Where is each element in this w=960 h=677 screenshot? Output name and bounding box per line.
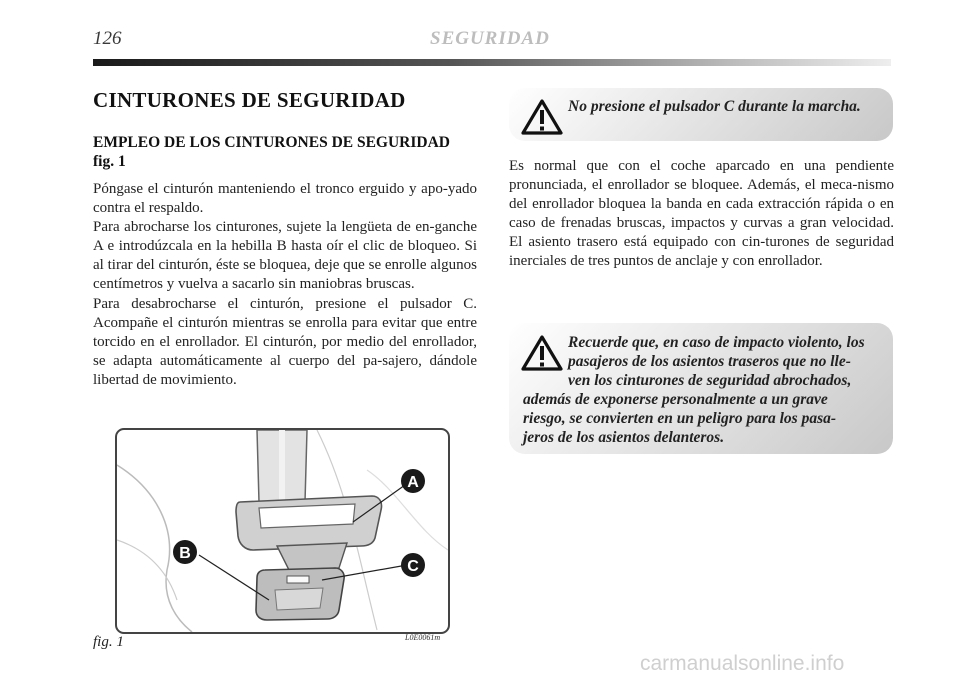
figure-code: L0E0061m (405, 633, 441, 642)
callout-label-a: A (407, 474, 419, 491)
warning-line: pasajeros de los asientos traseros que no lle- (568, 353, 851, 370)
subsection-title (93, 133, 483, 171)
warning-box-rear-passengers (509, 323, 893, 454)
subsection-fig-ref: fig. 1 (93, 153, 126, 170)
warning-line: riesgo, se convierten en un peligro para los pasa- (523, 410, 837, 427)
left-column-text (93, 180, 477, 390)
watermark-text: carmanualsonline.info (640, 652, 845, 675)
warning-line: además de exponerse personalmente a un grave (523, 391, 828, 408)
warning-text: No presione el pulsador C durante la marcha. (568, 98, 861, 115)
paragraph: Póngase el cinturón manteniendo el tronco erguido y apo-yado contra el respaldo. (93, 181, 477, 217)
paragraph: Para desabrocharse el cinturón, presione el pulsador C. Acompañe el cinturón mientras se enrolla para evitar que entre torcido en el enrollador. El cinturón, por medio del enrollador, se adapta automáticamente al cuerpo del pa-sajero, dándole libertad de movimiento. (93, 295, 477, 388)
subsection-title-line: EMPLEO DE LOS CINTURONES DE SEGURIDAD (93, 134, 450, 151)
warning-line: Recuerde que, en caso de impacto violento, los (568, 334, 865, 351)
warning-triangle-icon (521, 99, 563, 135)
seatbelt-drawing (117, 430, 448, 632)
right-column-text (509, 157, 894, 272)
warning-box-pulsador (509, 88, 893, 141)
callout-label-c: C (407, 558, 419, 575)
page-title: CINTURONES DE SEGURIDAD (93, 88, 406, 112)
warning-line: ven los cinturones de seguridad abrochados, (568, 372, 852, 389)
header-rule (93, 59, 891, 66)
seatbelt-illustration (115, 428, 450, 634)
section-title: SEGURIDAD (430, 28, 550, 49)
warning-line: jeros de los asientos delanteros. (523, 429, 725, 446)
warning-text (523, 333, 887, 447)
callout-label-b: B (179, 545, 191, 562)
paragraph: Es normal que con el coche aparcado en una pendiente pronunciada, el enrollador se bloquee. Además, el meca-nismo del enrollador bloquea la banda en cada extracción rápida o en caso de frenadas bruscas, impactos y curvas a gran velocidad. El asiento trasero está equipado con cin-turones de seguridad inerciales de tres puntos de anclaje y con enrollador. (509, 158, 894, 270)
page-number: 126 (93, 28, 122, 49)
figure-caption: fig. 1 (93, 634, 124, 650)
paragraph: Para abrocharse los cinturones, sujete la lengüeta de en-ganche A e introdúzcala en la hebilla B hasta oír el clic de bloqueo. Si al tirar del cinturón, éste se bloquea, deje que se enrolle algunos centímetros y vuelva a sacarlo sin maniobras bruscas. (93, 219, 477, 293)
